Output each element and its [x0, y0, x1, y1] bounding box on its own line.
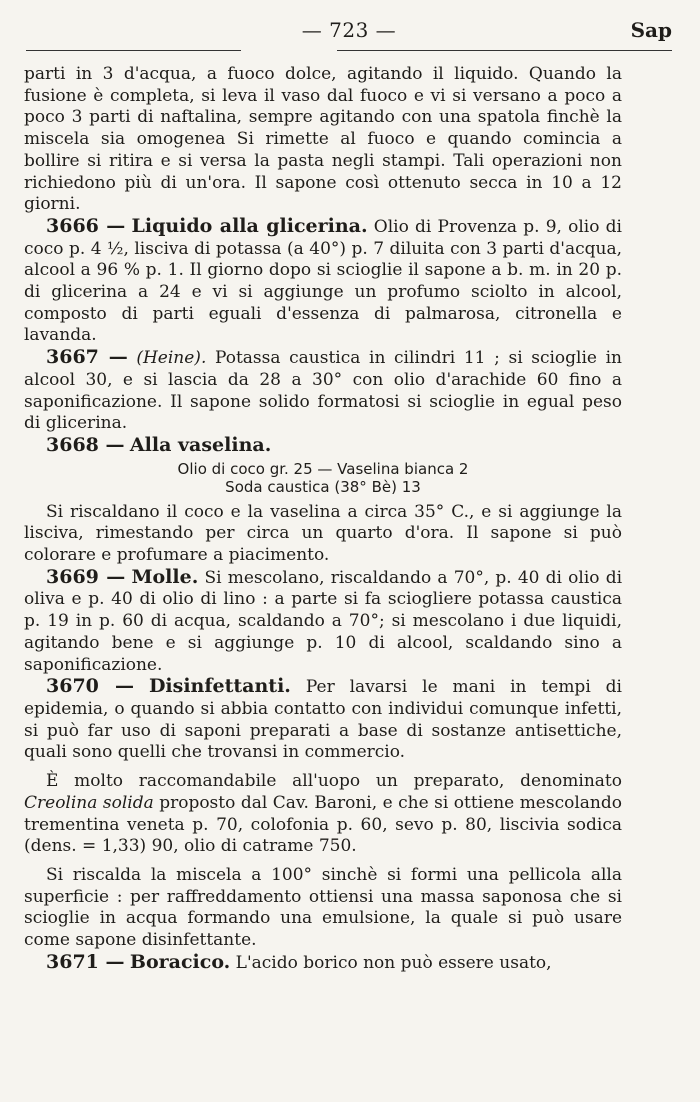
recipe-line: Soda caustica (38° Bè) 13	[225, 477, 421, 496]
page-header	[26, 14, 672, 54]
entry-text: L'acido borico non può essere usato,	[230, 952, 552, 973]
entry-3670-para2	[24, 771, 622, 858]
entry-title: Disinfettanti.	[148, 675, 291, 698]
entry-number: 3671 —	[46, 950, 125, 973]
entry-number: 3666 —	[46, 214, 126, 237]
entry-title: Boracico.	[129, 950, 231, 973]
entry-3670	[24, 676, 622, 764]
header-rule-right	[337, 50, 672, 51]
entry-3667	[24, 347, 622, 435]
running-head: Sap	[630, 18, 672, 42]
entry-title: Molle.	[131, 565, 199, 588]
entry-number: 3670 —	[46, 675, 135, 698]
page-body	[24, 64, 622, 974]
entry-number: 3667 —	[46, 346, 128, 369]
entry-3668	[24, 435, 622, 458]
entry-3666	[24, 216, 622, 347]
recipe-block	[24, 460, 622, 496]
entry-author: (Heine).	[136, 348, 207, 369]
entry-3671	[24, 952, 622, 975]
header-rule-left	[26, 50, 241, 51]
entry-3668-text: Si riscaldano il coco e la vaselina a circa 35° C., e si aggiunge la lisciva, rimestando per circa un quarto d'ora. Il sapone si può colorare e profumare a piacimento.	[24, 501, 622, 566]
product-name: Creolina solida	[24, 792, 154, 813]
entry-number: 3669 —	[46, 565, 126, 588]
page-number: — 723 —	[301, 18, 397, 42]
paragraph-text: proposto dal Cav. Baroni, e che si ottiene mescolando trementina veneta p. 70, colofonia p. 60, sevo p. 80, liscivia sodica (dens. = 1,33) 90, olio di catrame 750.	[24, 792, 622, 857]
entry-3670-para3: Si riscalda la miscela a 100° sinchè si formi una pellicola alla superficie : per raffreddamento ottiensi una massa saponosa che si scioglie in acqua formando una emulsione, la quale si può usare come sapone disinfettante.	[24, 864, 622, 951]
entry-text: Potassa caustica in cilindri 11 ; si scioglie in alcool 30, e si lascia da 28 a 30° con olio d'arachide 60 fino a saponificazione. Il sapone solido formatosi si scioglie in egual peso di glicerina.	[24, 348, 622, 434]
recipe-line: Olio di coco gr. 25 — Vaselina bianca 2	[177, 459, 469, 478]
paragraph-text: È molto raccomandabile all'uopo un preparato, denominato	[46, 771, 622, 792]
entry-text: Olio di Provenza p. 9, olio di coco p. 4 ½, lisciva di potassa (a 40°) p. 7 diluita con 3 parti d'acqua, alcool a 96 % p. 1. Il giorno dopo si scioglie il sapone a b. m. in 20 p. di glicerina a 24 e vi si aggiunge un profumo sciolto in alcool, composto di parti eguali d'essenza di palmarosa, citronella e lavanda.	[24, 216, 622, 346]
entry-text: Per lavarsi le mani in tempi di epidemia, o quando si abbia contatto con individui comunque infetti, si può far uso di saponi preparati a base di sostanze antisettiche, quali sono quelli che trovansi in commercio.	[24, 677, 622, 763]
entry-title: Liquido alla glicerina.	[131, 214, 368, 237]
entry-number: 3668 —	[46, 433, 125, 456]
entry-3669	[24, 567, 622, 677]
entry-title: Alla vaselina.	[129, 433, 272, 456]
entry-text: Si mescolano, riscaldando a 70°, p. 40 di olio di oliva e p. 40 di olio di lino : a parte si fa sciogliere potassa caustica p. 19 in p. 60 di acqua, scaldando a 70°; si mescolano i due liquidi, agitando bene e si aggiunge p. 10 di alcool, scaldando sino a saponificazione.	[24, 567, 623, 675]
intro-paragraph: parti in 3 d'acqua, a fuoco dolce, agitando il liquido. Quando la fusione è completa, si leva il vaso dal fuoco e vi si versano a poco a poco 3 parti di naftalina, sempre agitando con una spatola finchè la miscela sia omogenea Si rimette al fuoco e quando comincia a bollire si ritira e si versa la pasta negli stampi. Tali operazioni non richiedono più di un'ora. Il sapone così ottenuto secca in 10 a 12 giorni.	[24, 64, 622, 215]
